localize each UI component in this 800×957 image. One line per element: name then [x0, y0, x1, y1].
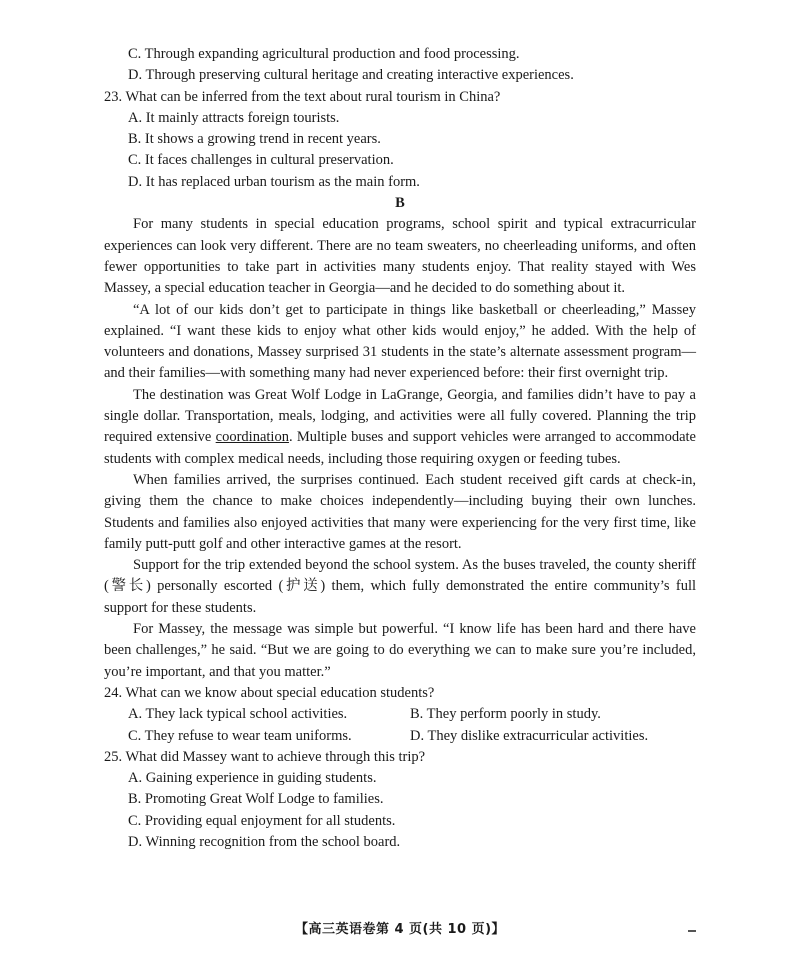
passage-paragraph-4: When families arrived, the surprises continued. Each student received gift cards at check-in, giving them the chance to make choices independently—including buying their own lunches. Students and families also enjoyed activities that many were experiencing for the very first time, like family putt-putt golf and other interactive games at the resort.	[104, 471, 696, 552]
q25-option-c: C. Providing equal enjoyment for all students.	[128, 812, 396, 829]
passage-paragraph-6: For Massey, the message was simple but powerful. “I know life has been hard and there have been challenges,” he said. “But we are going to do everything we can to make sure you’re included, you’re important, and that you matter.”	[104, 621, 696, 680]
passage-paragraph-1: For many students in special education programs, school spirit and typical extracurricular experiences can look very different. There are no team sweaters, no cheerleading uniforms, and often fewer opportunities to take part in activities many students enjoy. That reality stayed with Wes Massey, a special education teacher in Georgia—and he decided to do something about it.	[104, 216, 696, 297]
q25-option-d: D. Winning recognition from the school board.	[128, 833, 401, 850]
q25-option-a: A. Gaining experience in guiding students.	[128, 770, 377, 787]
q23-option-c: C. It faces challenges in cultural preservation.	[128, 152, 394, 169]
paragraph-3-text-end: . Multiple buses and support vehicles were arranged to accommodate students with complex medical needs, including those requiring oxygen or feeding tubes.	[104, 429, 696, 467]
q23-option-d: D. It has replaced urban tourism as the main form.	[128, 173, 420, 190]
q24-option-c: C. They refuse to wear team uniforms.	[128, 727, 352, 744]
q24-option-d: D. They dislike extracurricular activities.	[410, 727, 649, 744]
exam-page	[104, 44, 696, 853]
q24-option-b: B. They perform poorly in study.	[410, 706, 601, 723]
corner-mark	[688, 930, 696, 932]
q24-stem: 24. What can we know about special education students?	[104, 684, 435, 701]
passage-paragraph-3	[104, 385, 696, 470]
q22-option-c: C. Through expanding agricultural production and food processing.	[128, 46, 520, 62]
q23-option-a: A. It mainly attracts foreign tourists.	[128, 109, 340, 126]
passage-paragraph-2: “A lot of our kids don’t get to participate in things like basketball or cheerleading,” Massey explained. “I want these kids to enjoy what other kids would enjoy,” he added. With the help of volunteers and donations, Massey surprised 31 students in the state’s alternate assessment program—and their families—with something many had never experienced before: their first overnight trip.	[104, 301, 696, 382]
passage-paragraph-5: Support for the trip extended beyond the school system. As the buses traveled, the county sheriff (警长) personally escorted (护送) them, which fully demonstrated the entire community’s full support for these students.	[104, 557, 696, 616]
q23-stem: 23. What can be inferred from the text about rural tourism in China?	[104, 88, 501, 105]
q25-stem: 25. What did Massey want to achieve through this trip?	[104, 748, 426, 765]
q25-option-b: B. Promoting Great Wolf Lodge to families.	[128, 791, 384, 808]
q23-option-b: B. It shows a growing trend in recent years.	[128, 131, 381, 148]
section-b-title: B	[395, 195, 405, 212]
q24-options-row-2	[104, 726, 696, 747]
page-footer: 【高三英语卷第 4 页(共 10 页)】	[294, 922, 506, 937]
q22-option-d: D. Through preserving cultural heritage and creating interactive experiences.	[128, 67, 574, 84]
q24-options-row-1	[104, 704, 696, 725]
q24-option-a: A. They lack typical school activities.	[128, 706, 348, 723]
paragraph-3-text-start: The destination was Great Wolf Lodge in LaGrange, Georgia, and families didn’t have to pay a single dollar. Transportation, meals, lodging, and activities were all fully covered. Planning the trip required extensive	[104, 386, 696, 446]
underlined-word-coordination: coordination	[215, 429, 289, 446]
